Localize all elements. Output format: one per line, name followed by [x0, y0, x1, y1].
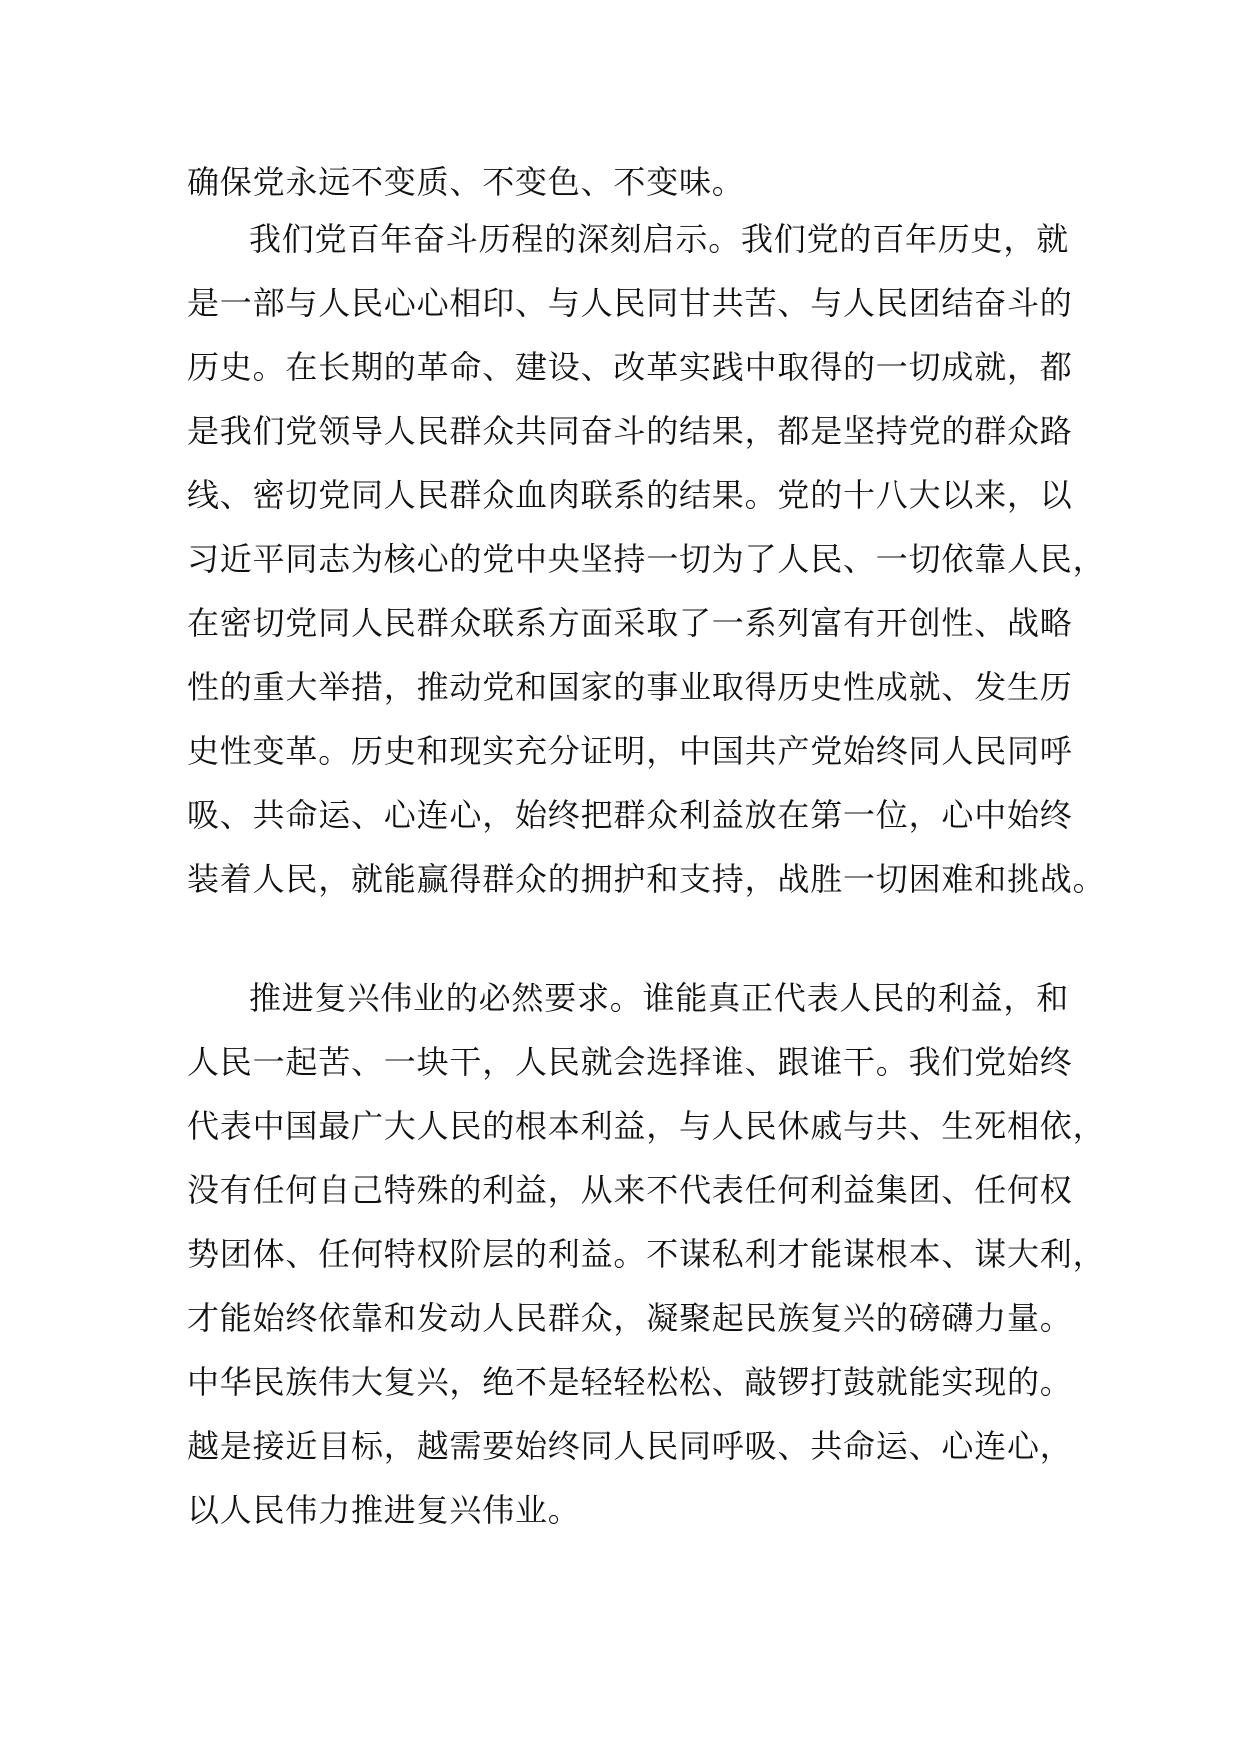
paragraph-line: 代表中国最广大人民的根本利益，与人民休戚与共、生死相依，: [187, 1107, 1106, 1145]
paragraph-line: 推进复兴伟业的必然要求。谁能真正代表人民的利益，和: [249, 979, 1070, 1017]
paragraph-line: 中华民族伟大复兴，绝不是轻轻松松、敲锣打鼓就能实现的。: [187, 1363, 1073, 1401]
paragraph-rejuvenation-requirement: [187, 966, 1106, 1542]
paragraph-line: 吸、共命运、心连心，始终把群众利益放在第一位，心中始终: [187, 796, 1073, 834]
paragraph-line: 在密切党同人民群众联系方面采取了一系列富有开创性、战略: [187, 604, 1073, 642]
paragraph-line: 没有任何自己特殊的利益，从来不代表任何利益集团、任何权: [187, 1171, 1073, 1209]
paragraph-line: 是一部与人民心心相印、与人民同甘共苦、与人民团结奋斗的: [187, 284, 1073, 322]
paragraph-line: 线、密切党同人民群众血肉联系的结果。党的十八大以来，以: [187, 476, 1073, 514]
paragraph-line: 以人民伟力推进复兴伟业。: [187, 1491, 581, 1529]
paragraph-line: 确保党永远不变质、不变色、不变味。: [187, 163, 745, 201]
paragraph-continuation: [187, 150, 1087, 214]
paragraph-line: 装着人民，就能赢得群众的拥护和支持，战胜一切困难和挑战。: [187, 860, 1106, 898]
paragraph-line: 历史。在长期的革命、建设、改革实践中取得的一切成就，都: [187, 348, 1073, 386]
paragraph-line: 才能始终依靠和发动人民群众，凝聚起民族复兴的磅礴力量。: [187, 1299, 1073, 1337]
paragraph-line: 史性变革。历史和现实充分证明，中国共产党始终同人民同呼: [187, 732, 1073, 770]
paragraph-line: 势团体、任何特权阶层的利益。不谋私利才能谋根本、谋大利，: [187, 1235, 1106, 1273]
paragraph-line: 性的重大举措，推动党和国家的事业取得历史性成就、发生历: [187, 668, 1073, 706]
paragraph-line: 习近平同志为核心的党中央坚持一切为了人民、一切依靠人民，: [187, 540, 1106, 578]
paragraph-line: 越是接近目标，越需要始终同人民同呼吸、共命运、心连心，: [187, 1427, 1073, 1465]
paragraph-line: 我们党百年奋斗历程的深刻启示。我们党的百年历史，就: [249, 220, 1070, 258]
paragraph-line: 是我们党领导人民群众共同奋斗的结果，都是坚持党的群众路: [187, 412, 1073, 450]
paragraph-line: 人民一起苦、一块干，人民就会选择谁、跟谁干。我们党始终: [187, 1043, 1073, 1081]
paragraph-historical-insight: [187, 207, 1106, 911]
